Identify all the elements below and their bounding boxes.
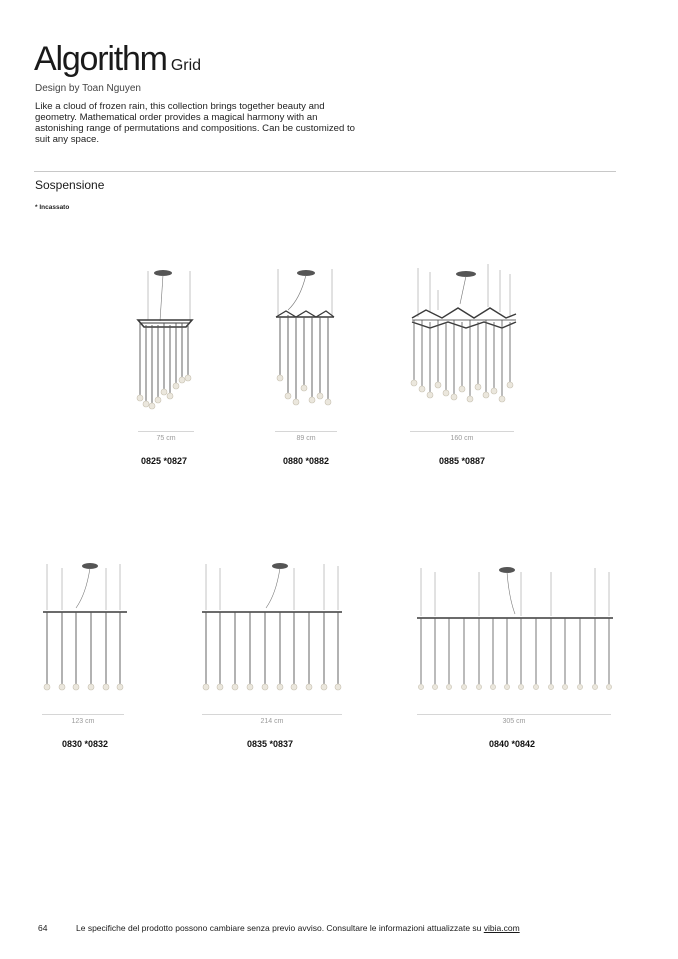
- page-footer: [38, 923, 520, 933]
- product-code: 0825 *0827: [140, 456, 188, 466]
- product-code: 0830 *0832: [61, 739, 109, 749]
- dimension-label: 123 cm: [71, 718, 95, 725]
- product-code: 0835 *0837: [246, 739, 294, 749]
- page-number: 64: [38, 923, 48, 933]
- product-0825: [130, 265, 200, 415]
- product-0885: [408, 262, 518, 412]
- dimension-line: [42, 714, 124, 715]
- dimension-label: 214 cm: [260, 718, 284, 725]
- product-code: 0840 *0842: [488, 739, 536, 749]
- section-title: Sospensione: [35, 178, 105, 192]
- dimension-line: [410, 431, 514, 432]
- dimension-label: 89 cm: [296, 435, 316, 442]
- lamp-illustration-icon: [130, 265, 200, 415]
- lamp-illustration-icon: [415, 562, 615, 698]
- dimension-label: 305 cm: [502, 718, 526, 725]
- collection-name: Algorithm: [34, 40, 167, 78]
- product-code: 0880 *0882: [282, 456, 330, 466]
- dimension-line: [202, 714, 342, 715]
- dimension-line: [275, 431, 337, 432]
- product-0840: [415, 562, 615, 698]
- dimension-line: [417, 714, 611, 715]
- product-title: [34, 40, 201, 79]
- lamp-illustration-icon: [200, 558, 345, 698]
- product-0880: [270, 265, 340, 415]
- collection-description: Like a cloud of frozen rain, this collection brings together beauty and geometry. Mathematical order provides a magical harmony with an astonishing range of permutations and compositions. Can be customized to suit any space.: [35, 101, 355, 145]
- vibia-link[interactable]: vibia.com: [483, 923, 520, 933]
- dimension-label: 75 cm: [156, 435, 176, 442]
- footer-disclaimer: Le specifiche del prodotto possono cambiare senza previo avviso. Consultare le informazioni attualizzate su: [76, 923, 482, 933]
- designer-credit: Design by Toan Nguyen: [35, 83, 141, 94]
- collection-subtitle: Grid: [170, 57, 202, 74]
- product-0835: [200, 558, 345, 698]
- lamp-illustration-icon: [408, 262, 518, 412]
- section-divider: [34, 171, 616, 172]
- dimension-line: [138, 431, 194, 432]
- dimension-label: 160 cm: [450, 435, 474, 442]
- product-code: 0885 *0887: [438, 456, 486, 466]
- lamp-illustration-icon: [270, 265, 340, 415]
- lamp-illustration-icon: [40, 558, 130, 698]
- recessed-note: * Incassato: [35, 204, 70, 211]
- product-0830: [40, 558, 130, 698]
